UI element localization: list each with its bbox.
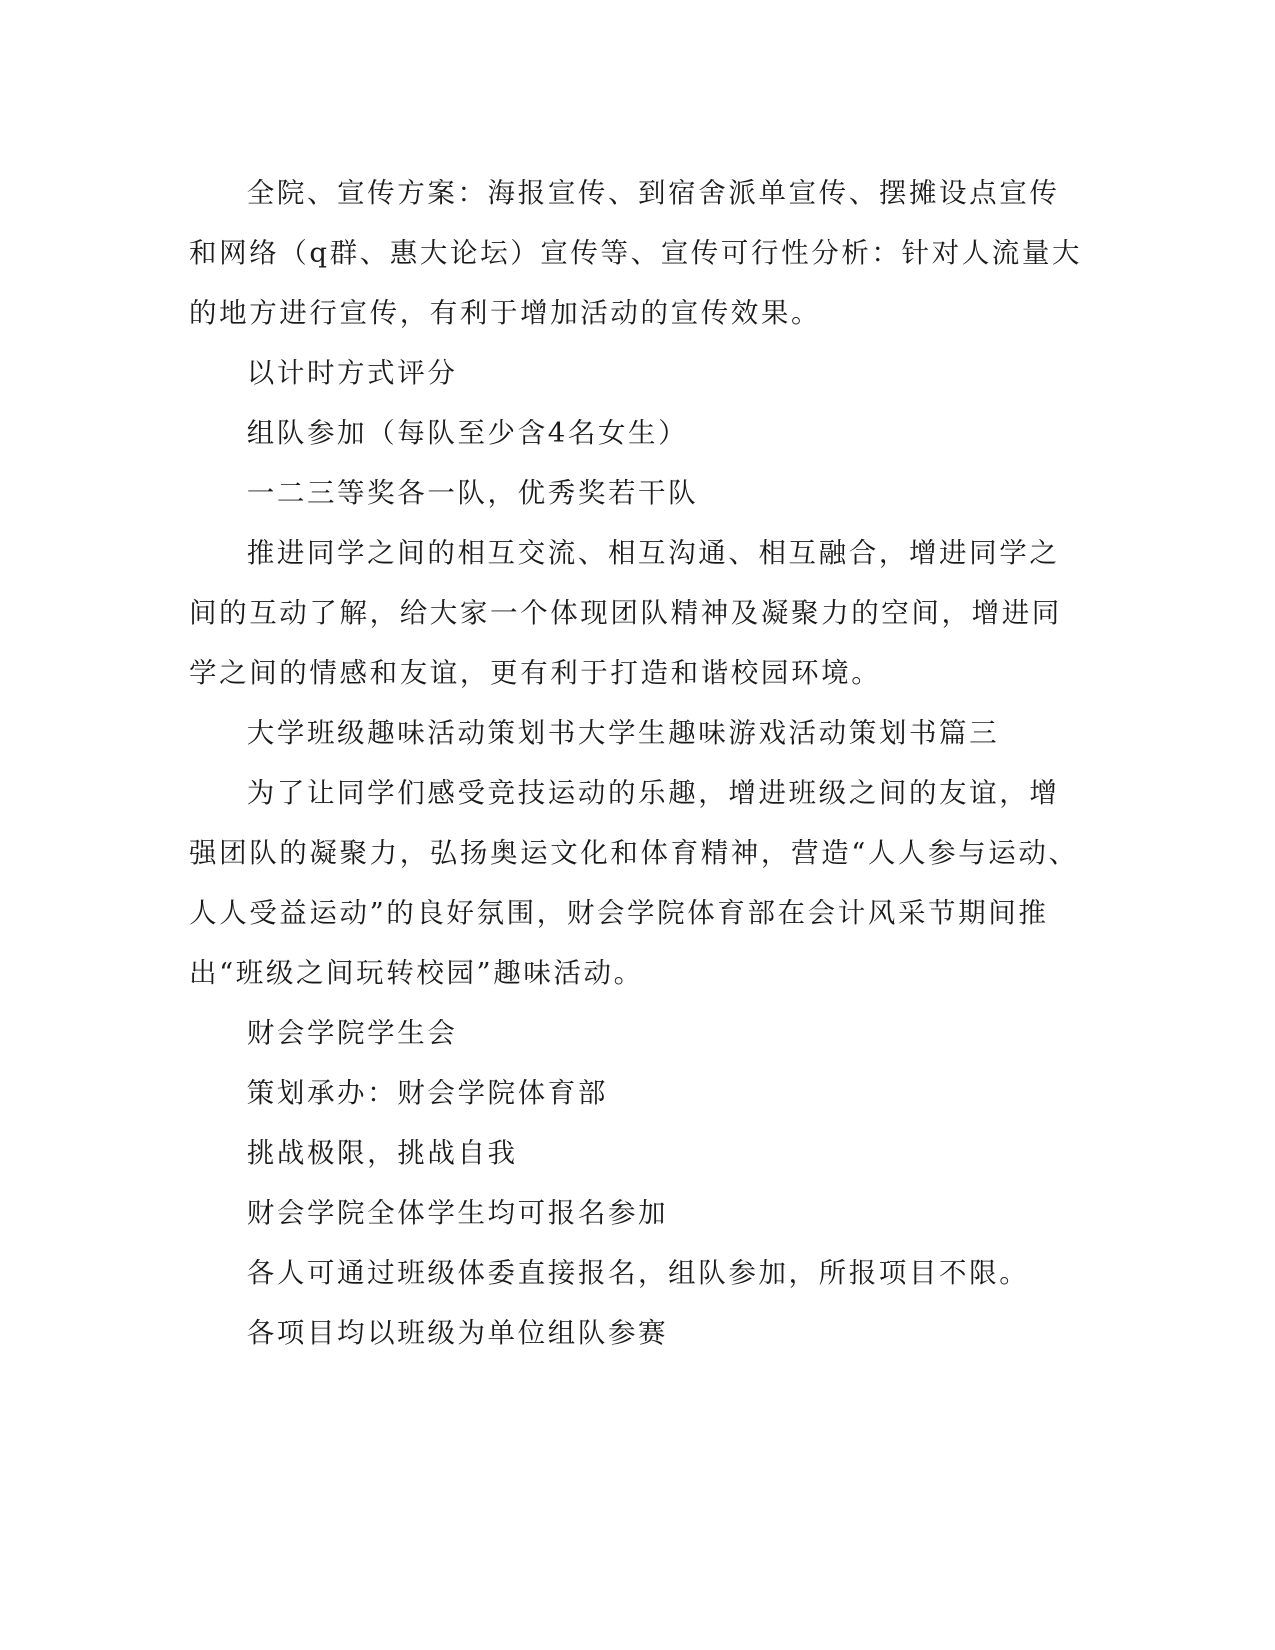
paragraph-planner: 策划承办：财会学院体育部 (246, 1077, 608, 1109)
paragraph-purpose: 推进同学之间的相互交流、相互沟通、相互融合，增进同学之间的互动了解，给大家一个体现团队精神及凝聚力的空间，增进同学之间的情感和友谊，更有利于打造和谐校园环境。 (189, 537, 1062, 689)
paragraph-scoring-method: 以计时方式评分 (246, 357, 458, 389)
paragraph-organizer: 财会学院学生会 (246, 1017, 458, 1049)
paragraph-publicity-plan: 全院、宣传方案：海报宣传、到宿舍派单宣传、摆摊设点宣传和网络（q群、惠大论坛）宣传等、宣传可行性分析：针对人流量大的地方进行宣传，有利于增加活动的宣传效果。 (189, 177, 1083, 329)
paragraph-background: 为了让同学们感受竞技运动的乐趣，增进班级之间的友谊，增强团队的凝聚力，弘扬奥运文化和体育精神，营造“人人参与运动、人人受益运动”的良好氛围，财会学院体育部在会计风采节期间推出“班级之间玩转校园”趣味活动。 (189, 777, 1079, 989)
paragraph-team-unit: 各项目均以班级为单位组队参赛 (246, 1317, 669, 1349)
document-body (189, 163, 1087, 1363)
paragraph-eligibility: 财会学院全体学生均可报名参加 (246, 1197, 669, 1229)
paragraph-awards: 一二三等奖各一队，优秀奖若干队 (246, 477, 699, 509)
section-heading-part-three: 大学班级趣味活动策划书大学生趣味游戏活动策划书篇三 (246, 717, 1000, 749)
paragraph-theme: 挑战极限，挑战自我 (246, 1137, 518, 1169)
paragraph-registration: 各人可通过班级体委直接报名，组队参加，所报项目不限。 (246, 1257, 1030, 1289)
paragraph-team-participation: 组队参加（每队至少含4名女生） (246, 417, 689, 449)
